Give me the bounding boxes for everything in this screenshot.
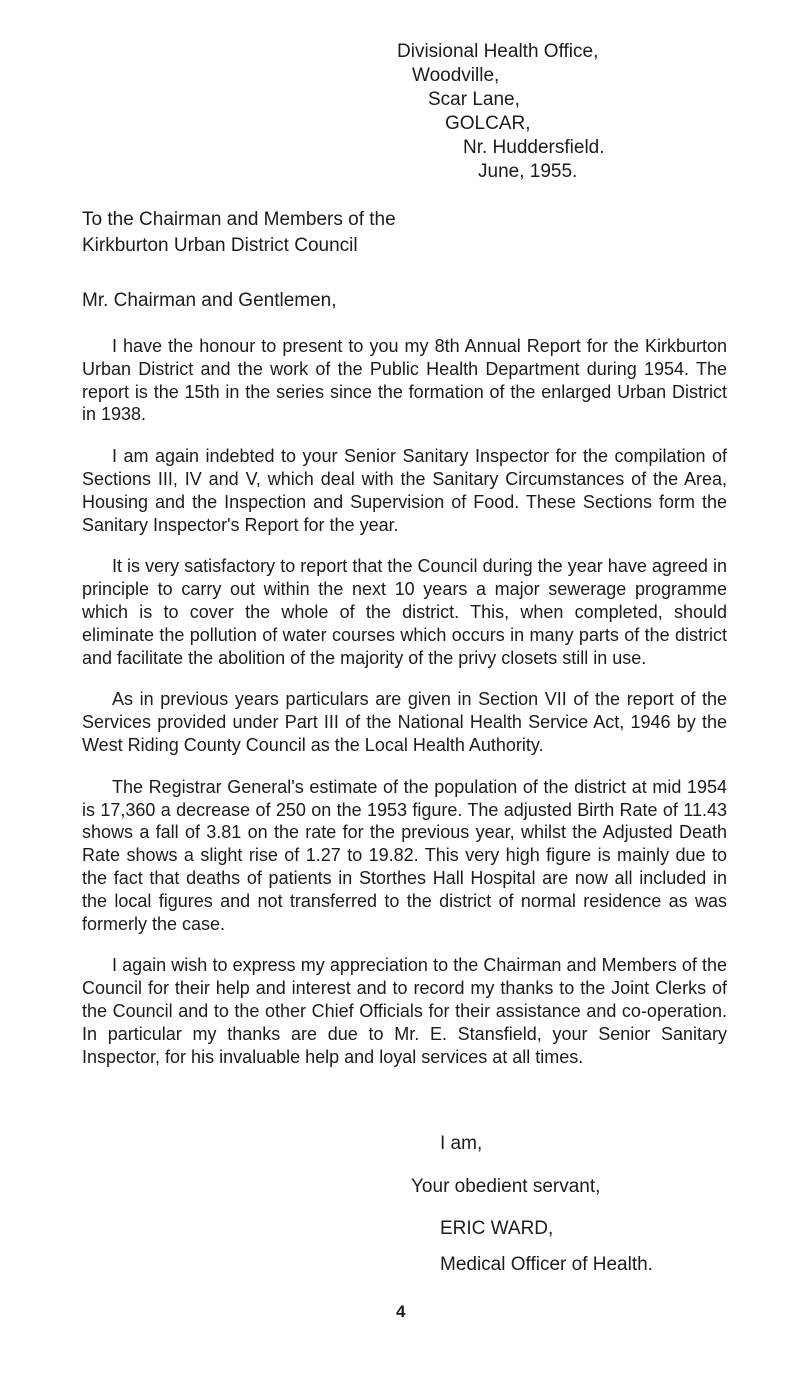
paragraph-sewerage-programme: It is very satisfactory to report that the Council during the year have agreed in principle to carry out within the next 10 years a major sewerage programme which is to cover the whole of the district. This, when completed, should eliminate the pollution of water courses which occurs in many parts of the district and facilitate the abolition of the majority of the privy closets still in use.: [82, 556, 727, 668]
recipient-block: [82, 207, 396, 259]
recipient-line-1: To the Chairman and Members of the: [82, 209, 396, 230]
paragraph-report-intro: I have the honour to present to you my 8th Annual Report for the Kirkburton Urban District and the work of the Public Health Department during 1954. The report is the 15th in the series since the formation of the enlarged Urban District in 1938.: [82, 336, 727, 425]
letter-body: [82, 335, 727, 1087]
closing-servant: Your obedient servant,: [411, 1176, 601, 1197]
page-number: 4: [396, 1302, 406, 1321]
paragraph-sanitary-inspector: I am again indebted to your Senior Sanitary Inspector for the compilation of Sections III, IV and V, which deal with the Sanitary Circumstances of the Area, Housing and the Inspection and Supervision of Food. These Sections form the Sanitary Inspector's Report for the year.: [82, 446, 727, 535]
address-line-office: Divisional Health Office,: [397, 41, 599, 62]
letter-date: June, 1955.: [478, 161, 578, 182]
address-line-town: GOLCAR,: [445, 113, 531, 134]
address-line-city: Nr. Huddersfield.: [463, 137, 605, 158]
signature-title: Medical Officer of Health.: [440, 1254, 653, 1275]
paragraph-appreciation: I again wish to express my appreciation to the Chairman and Members of the Council for their help and interest and to record my thanks to the Joint Clerks of the Council and to the other Chief Officials for their assistance and co-operation. In particular my thanks are due to Mr. E. Stansfield, your Senior Sanitary Inspector, for his invaluable help and loyal services at all times.: [82, 955, 727, 1067]
signature-name: ERIC WARD,: [440, 1218, 554, 1239]
address-line-building: Woodville,: [412, 65, 500, 86]
closing-i-am: I am,: [440, 1133, 483, 1154]
salutation: Mr. Chairman and Gentlemen,: [82, 290, 337, 311]
address-line-street: Scar Lane,: [428, 89, 520, 110]
recipient-line-2: Kirkburton Urban District Council: [82, 235, 358, 256]
paragraph-population-statistics: The Registrar General's estimate of the population of the district at mid 1954 is 17,360 a decrease of 250 on the 1953 figure. The adjusted Birth Rate of 11.43 shows a fall of 3.81 on the rate for the previous year, whilst the Adjusted Death Rate shows a slight rise of 1.27 to 19.82. This very high figure is mainly due to the fact that deaths of patients in Storthes Hall Hospital are now all included in the local figures and not transferred to the district of normal residence as was formerly the case.: [82, 776, 727, 934]
paragraph-section-seven: As in previous years particulars are given in Section VII of the report of the Services provided under Part III of the National Health Service Act, 1946 by the West Riding County Council as the Local Health Authority.: [82, 689, 727, 755]
